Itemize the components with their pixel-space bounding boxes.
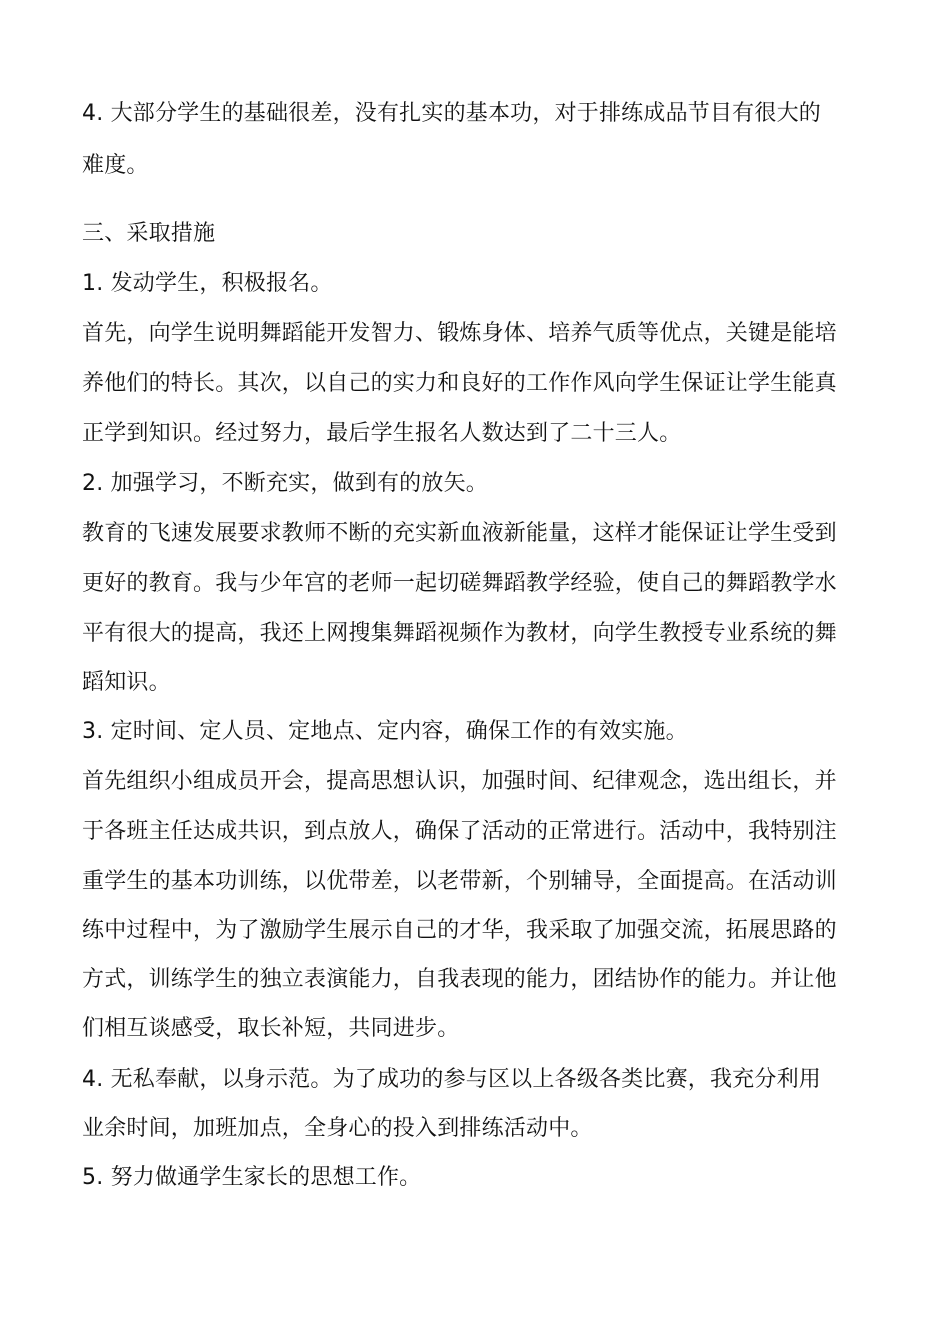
measure-2-heading: 2. 加强学习，不断充实，做到有的放矢。 [82, 471, 488, 496]
measure-1-heading: 1. 发动学生，积极报名。 [82, 271, 333, 296]
measure-3-paragraph-line-6: 们相互谈感受，取长补短，共同进步。 [82, 1016, 460, 1041]
item-4-difficulty-line-2: 难度。 [82, 153, 149, 178]
measure-2-paragraph-line-4: 蹈知识。 [82, 670, 171, 695]
measure-2-paragraph-line-2: 更好的教育。我与少年宫的老师一起切磋舞蹈教学经验，使自己的舞蹈教学水 [82, 571, 837, 596]
measure-3-heading: 3. 定时间、定人员、定地点、定内容，确保工作的有效实施。 [82, 719, 688, 744]
measure-1-paragraph-line-3: 正学到知识。经过努力，最后学生报名人数达到了二十三人。 [82, 421, 682, 446]
measure-4-line-1: 4. 无私奉献，以身示范。为了成功的参与区以上各级各类比赛，我充分利用 [82, 1067, 821, 1092]
measure-2-paragraph-line-1: 教育的飞速发展要求教师不断的充实新血液新能量，这样才能保证让学生受到 [82, 521, 837, 546]
measure-3-paragraph-line-2: 于各班主任达成共识，到点放人，确保了活动的正常进行。活动中，我特别注 [82, 819, 837, 844]
item-4-difficulty-line-1: 4. 大部分学生的基础很差，没有扎实的基本功，对于排练成品节目有很大的 [82, 101, 821, 126]
measure-3-paragraph-line-5: 方式，训练学生的独立表演能力，自我表现的能力，团结协作的能力。并让他 [82, 967, 837, 992]
measure-3-paragraph-line-4: 练中过程中，为了激励学生展示自己的才华，我采取了加强交流，拓展思路的 [82, 918, 837, 943]
measure-1-paragraph-line-1: 首先，向学生说明舞蹈能开发智力、锻炼身体、培养气质等优点，关键是能培 [82, 321, 837, 346]
measure-2-paragraph-line-3: 平有很大的提高，我还上网搜集舞蹈视频作为教材，向学生教授专业系统的舞 [82, 621, 837, 646]
section-heading-measures: 三、采取措施 [82, 221, 216, 246]
measure-1-paragraph-line-2: 养他们的特长。其次，以自己的实力和良好的工作作风向学生保证让学生能真 [82, 371, 837, 396]
measure-3-paragraph-line-3: 重学生的基本功训练，以优带差，以老带新，个别辅导，全面提高。在活动训 [82, 869, 837, 894]
measure-4-line-2: 业余时间，加班加点，全身心的投入到排练活动中。 [82, 1116, 593, 1141]
measure-3-paragraph-line-1: 首先组织小组成员开会，提高思想认识，加强时间、纪律观念，选出组长，并 [82, 769, 837, 794]
measure-5-heading: 5. 努力做通学生家长的思想工作。 [82, 1165, 422, 1190]
